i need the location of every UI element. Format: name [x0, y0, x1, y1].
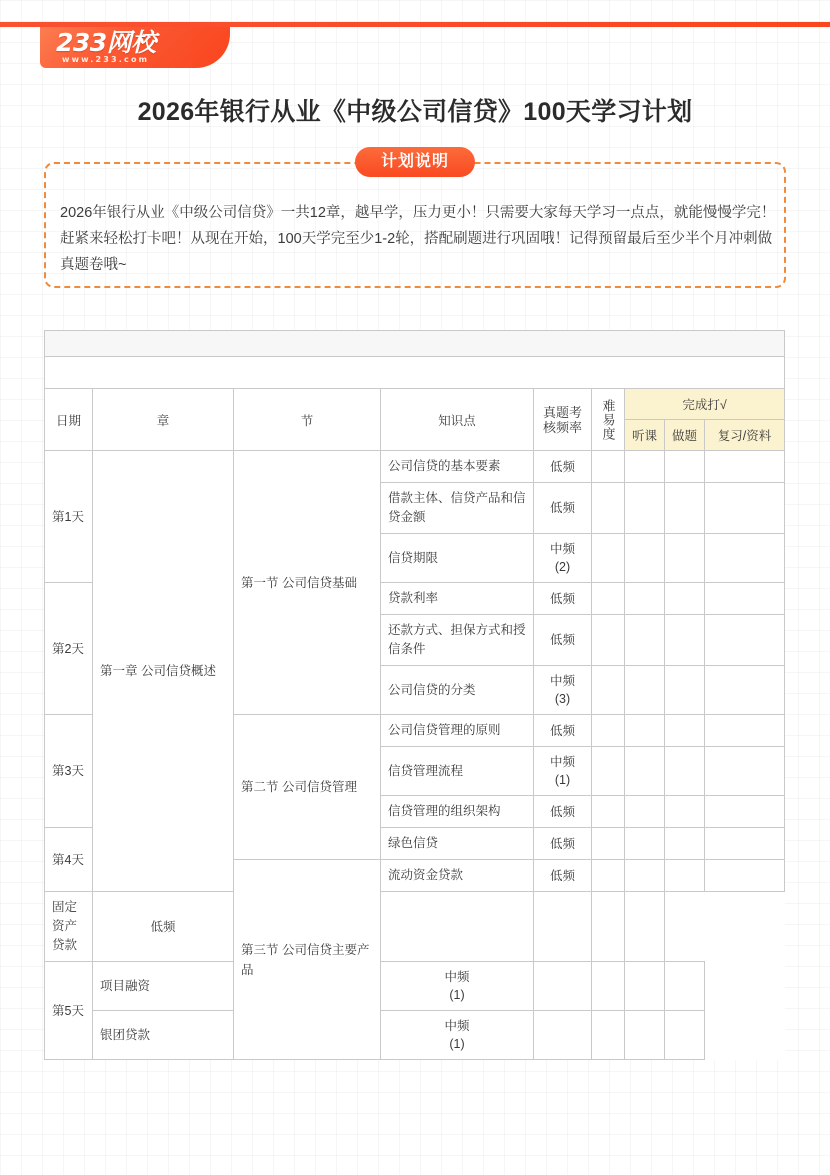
cell-day: 第4天 — [45, 828, 93, 892]
cell-frequency — [381, 1011, 534, 1060]
cell-difficulty[interactable] — [592, 747, 625, 796]
cell-quiz-check[interactable] — [665, 583, 705, 615]
table-header-row — [45, 389, 785, 420]
cell-knowledge-point: 固定资产贷款 — [45, 892, 93, 962]
cell-knowledge-point: 贷款利率 — [381, 583, 534, 615]
table-row — [45, 892, 785, 962]
cell-review-check[interactable] — [665, 1011, 705, 1060]
cell-difficulty[interactable] — [592, 534, 625, 583]
site-logo-url: www.233.com — [62, 55, 150, 64]
spacer-cell — [45, 331, 785, 357]
cell-knowledge-point: 公司信贷的基本要素 — [381, 451, 534, 483]
col-header-chapter: 章 — [93, 389, 234, 451]
cell-difficulty[interactable] — [592, 796, 625, 828]
cell-listen-check[interactable] — [534, 892, 592, 962]
cell-frequency — [381, 962, 534, 1011]
cell-quiz-check[interactable] — [665, 534, 705, 583]
cell-difficulty[interactable] — [592, 828, 625, 860]
cell-knowledge-point: 信贷期限 — [381, 534, 534, 583]
cell-quiz-check[interactable] — [665, 747, 705, 796]
plan-note-text: 2026年银行从业《中级公司信贷》一共12章，越早学，压力更小！只需要大家每天学习一点点，就能慢慢学完！赶紧来轻松打卡吧！从现在开始，100天学完至少1-2轮，搭配刷题进行巩固哦！记得预留最后至少半个月冲刺做真题卷哦~ — [60, 205, 776, 273]
cell-quiz-check[interactable] — [665, 615, 705, 666]
cell-frequency: 低频 — [534, 860, 592, 892]
cell-frequency: 低频 — [534, 828, 592, 860]
cell-section: 第二节 公司信贷管理 — [234, 715, 381, 860]
table-row — [45, 1011, 785, 1060]
cell-difficulty[interactable] — [592, 615, 625, 666]
cell-chapter: 第一章 公司信贷概述 — [93, 451, 234, 892]
cell-quiz-check[interactable] — [665, 828, 705, 860]
cell-knowledge-point: 信贷管理流程 — [381, 747, 534, 796]
site-logo-banner[interactable] — [40, 27, 192, 68]
cell-difficulty[interactable] — [381, 892, 534, 962]
cell-frequency: 低频 — [534, 796, 592, 828]
table-row — [45, 962, 785, 1011]
cell-listen-check[interactable] — [625, 828, 665, 860]
cell-day: 第3天 — [45, 715, 93, 828]
cell-review-check[interactable] — [705, 615, 785, 666]
cell-review-check[interactable] — [705, 747, 785, 796]
cell-listen-check[interactable] — [625, 666, 665, 715]
frequency-label: 中频 — [549, 755, 575, 769]
spacer-row — [45, 331, 785, 357]
cell-review-check[interactable] — [705, 828, 785, 860]
cell-frequency — [534, 534, 592, 583]
cell-difficulty[interactable] — [592, 583, 625, 615]
spacer-row — [45, 357, 785, 389]
page-title: 2026年银行从业《中级公司信贷》100天学习计划 — [137, 98, 693, 126]
cell-difficulty[interactable] — [592, 860, 625, 892]
cell-day: 第5天 — [45, 962, 93, 1060]
cell-review-check[interactable] — [705, 534, 785, 583]
cell-listen-check[interactable] — [625, 583, 665, 615]
frequency-label: 中频 — [444, 970, 470, 984]
col-header-quiz: 做题 — [665, 420, 705, 451]
cell-day: 第2天 — [45, 583, 93, 715]
cell-quiz-check[interactable] — [625, 962, 665, 1011]
cell-knowledge-point: 公司信贷的分类 — [381, 666, 534, 715]
cell-quiz-check[interactable] — [592, 892, 625, 962]
table-row — [45, 451, 785, 483]
cell-difficulty[interactable] — [592, 666, 625, 715]
cell-frequency: 低频 — [534, 583, 592, 615]
spacer-cell — [45, 357, 785, 389]
cell-listen-check[interactable] — [625, 796, 665, 828]
cell-quiz-check[interactable] — [665, 860, 705, 892]
cell-knowledge-point: 还款方式、担保方式和授信条件 — [381, 615, 534, 666]
cell-frequency — [534, 747, 592, 796]
frequency-label: 中频 — [549, 542, 575, 556]
cell-review-check[interactable] — [665, 962, 705, 1011]
cell-review-check[interactable] — [625, 892, 665, 962]
cell-listen-check[interactable] — [625, 534, 665, 583]
cell-section: 第一节 公司信贷基础 — [234, 451, 381, 715]
cell-frequency: 低频 — [93, 892, 234, 962]
frequency-count: (2) — [554, 560, 571, 574]
cell-knowledge-point: 项目融资 — [93, 962, 234, 1011]
col-header-review: 复习/资料 — [705, 420, 785, 451]
cell-review-check[interactable] — [705, 483, 785, 534]
cell-review-check[interactable] — [705, 666, 785, 715]
cell-quiz-check[interactable] — [665, 796, 705, 828]
cell-quiz-check[interactable] — [665, 451, 705, 483]
cell-listen-check[interactable] — [625, 860, 665, 892]
cell-review-check[interactable] — [705, 860, 785, 892]
col-header-difficulty: 难易度 — [592, 389, 625, 451]
cell-listen-check[interactable] — [592, 1011, 625, 1060]
cell-difficulty[interactable] — [592, 451, 625, 483]
cell-review-check[interactable] — [705, 451, 785, 483]
cell-quiz-check[interactable] — [665, 715, 705, 747]
cell-knowledge-point: 借款主体、信贷产品和信贷金额 — [381, 483, 534, 534]
cell-listen-check[interactable] — [625, 483, 665, 534]
frequency-label: 中频 — [549, 674, 575, 688]
frequency-count: (3) — [554, 692, 571, 706]
cell-review-check[interactable] — [705, 583, 785, 615]
cell-frequency — [534, 666, 592, 715]
frequency-label: 中频 — [444, 1019, 470, 1033]
col-header-completion-group: 完成打√ — [625, 389, 785, 420]
study-plan-table — [44, 330, 785, 1060]
cell-section: 第三节 公司信贷主要产品 — [234, 860, 381, 1060]
cell-listen-check[interactable] — [592, 962, 625, 1011]
cell-difficulty[interactable] — [534, 1011, 592, 1060]
cell-review-check[interactable] — [705, 715, 785, 747]
cell-knowledge-point: 流动资金贷款 — [381, 860, 534, 892]
col-header-listen: 听课 — [625, 420, 665, 451]
cell-day: 第1天 — [45, 451, 93, 583]
cell-difficulty[interactable] — [534, 962, 592, 1011]
cell-frequency: 低频 — [534, 483, 592, 534]
col-header-section: 节 — [234, 389, 381, 451]
cell-difficulty[interactable] — [592, 483, 625, 534]
cell-review-check[interactable] — [705, 796, 785, 828]
cell-difficulty[interactable] — [592, 715, 625, 747]
col-header-date: 日期 — [45, 389, 93, 451]
cell-frequency: 低频 — [534, 715, 592, 747]
cell-frequency: 低频 — [534, 451, 592, 483]
frequency-count: (1) — [449, 988, 465, 1002]
frequency-count: (1) — [554, 773, 571, 787]
cell-listen-check[interactable] — [625, 715, 665, 747]
col-header-knowledge-point: 知识点 — [381, 389, 534, 451]
cell-listen-check[interactable] — [625, 451, 665, 483]
cell-knowledge-point: 银团贷款 — [93, 1011, 234, 1060]
plan-note-badge: 计划说明 — [355, 147, 475, 177]
cell-listen-check[interactable] — [625, 747, 665, 796]
cell-knowledge-point: 绿色信贷 — [381, 828, 534, 860]
cell-frequency: 低频 — [534, 615, 592, 666]
col-header-frequency: 真题考核频率 — [534, 389, 592, 451]
cell-knowledge-point: 信贷管理的组织架构 — [381, 796, 534, 828]
cell-quiz-check[interactable] — [665, 483, 705, 534]
frequency-count: (1) — [449, 1037, 465, 1051]
cell-knowledge-point: 公司信贷管理的原则 — [381, 715, 534, 747]
cell-listen-check[interactable] — [625, 615, 665, 666]
site-logo-text: 233网校 — [56, 28, 156, 57]
cell-quiz-check[interactable] — [665, 666, 705, 715]
cell-quiz-check[interactable] — [625, 1011, 665, 1060]
